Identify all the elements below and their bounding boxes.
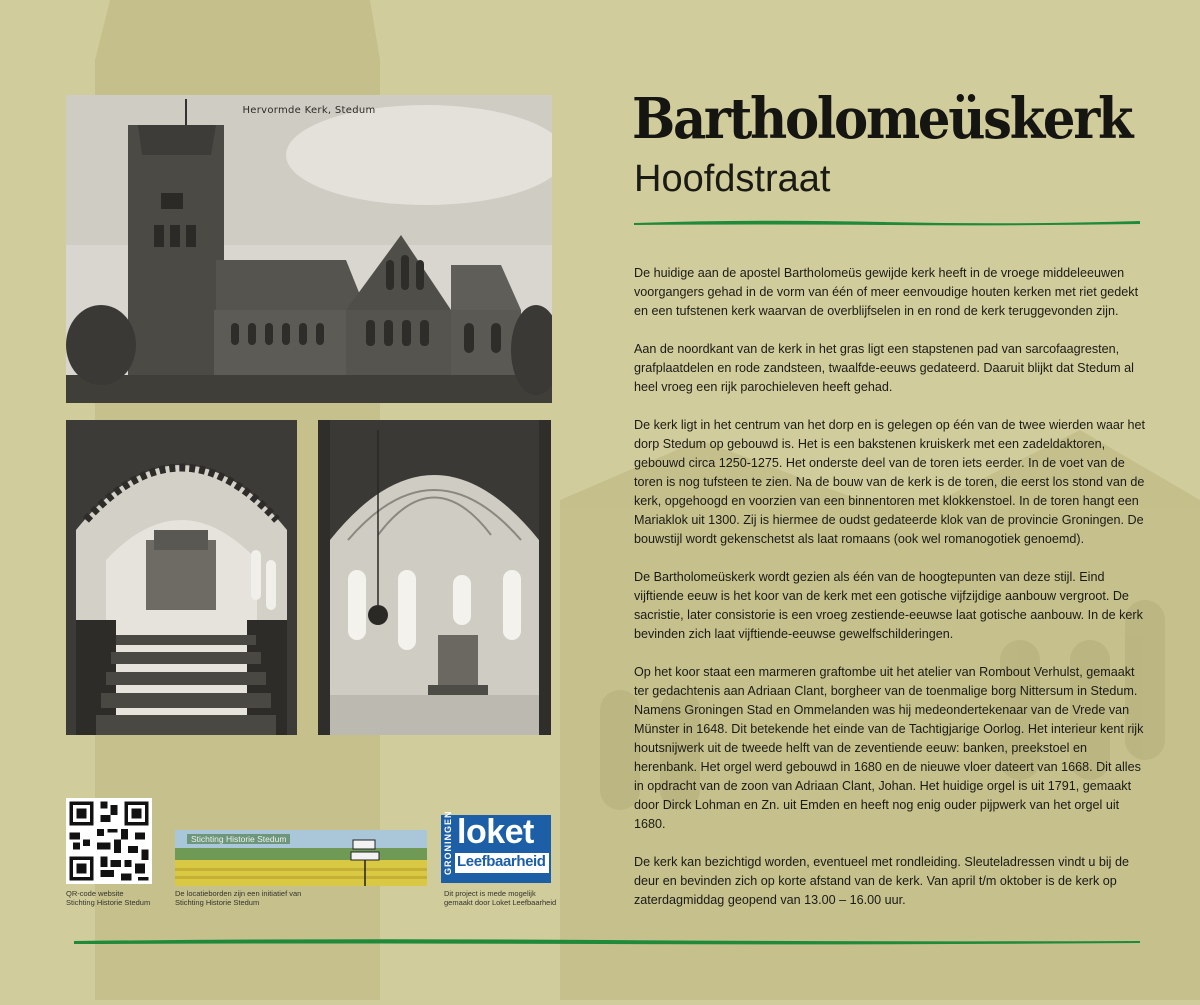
loket-leefbaarheid-logo[interactable] xyxy=(441,810,551,883)
page-title: Bartholomeüskerk xyxy=(632,86,1132,152)
article-body xyxy=(634,264,1152,929)
loket-caption: Dit project is mede mogelijk gemaakt door Loket Leefbaarheid xyxy=(444,889,557,907)
green-divider-top xyxy=(634,217,1140,227)
paragraph-4: De Bartholomeüskerk wordt gezien als één van de hoogtepunten van deze stijl. Eind vijftiende eeuw is het koor van de kerk met een gotische vijfzijdige aanbouw vergroot. De sacristie, later consistorie is een vroeg zestiende-eeuwse laat gotische aanbouw. In de kerk bevinden zich laat vijftiende-eeuwse gewelfschilderingen. xyxy=(634,570,1143,641)
qr-code-icon[interactable] xyxy=(66,798,152,884)
loket-subtitle: Leefbaarheid xyxy=(457,853,546,870)
green-divider-bottom xyxy=(74,936,1140,946)
church-nave-interior-photo xyxy=(66,420,297,735)
church-exterior-photo xyxy=(66,95,552,403)
paragraph-2: Aan de noordkant van de kerk in het gras ligt een stapstenen pad van sarcofaagresten, grafplaatdelen en rode zandsteen, twaalfde-eeuws gedateerd. Daaruit blijkt dat Stedum al heel vroeg een rijk parochieleven heeft gehad. xyxy=(634,342,1134,394)
loket-vertical-text: GRONINGEN xyxy=(443,810,453,875)
church-choir-interior-photo xyxy=(318,420,551,735)
photo-caption: Hervormde Kerk, Stedum xyxy=(242,105,376,116)
paragraph-3: De kerk ligt in het centrum van het dorp en is gelegen op één van de twee wierden waar het dorp Stedum op gebouwd is. Het is een bakstenen kruiskerk met een zadeldaktoren, gebouwd circa 1250-1275. Het onderste deel van de toren iets eerder. In de voet van de toren is nog tufsteen te zien. Na de bouw van de kerk is de toren, die eerst los stond van de kerk, opgehoogd en voorzien van een binnentoren met klokkenstoel. In de toren hangt een Mariaklok uit 1300. Zij is hiermee de oudst gedateerde klok van de provincie Groningen. De bouwstijl wordt gekenschetst als laat romaans (ook wel romanogotiek genoemd). xyxy=(634,418,1146,546)
stichting-historie-banner[interactable] xyxy=(175,830,427,886)
qr-caption: QR-code website Stichting Historie Stedum xyxy=(66,889,151,907)
banner-org-name: Stichting Historie Stedum xyxy=(187,834,290,844)
paragraph-6: De kerk kan bezichtigd worden, eventueel met rondleiding. Sleuteladressen vindt u bij de deur en bevinden zich op korte afstand van de kerk. Van april t/m oktober is de kerk op zaterdagmiddag geopend van 13.00 – 16.00 uur. xyxy=(634,855,1129,907)
loket-word: loket xyxy=(457,813,534,851)
banner-caption: De locatieborden zijn een initiatief van Stichting Historie Stedum xyxy=(175,889,302,907)
page-subtitle: Hoofdstraat xyxy=(634,158,831,200)
paragraph-1: De huidige aan de apostel Bartholomeüs gewijde kerk heeft in de vroege middeleeuwen voorgangers gehad in de vorm van één of meer eenvoudige houten kerken met riet gedekt en een tufstenen kerk waarvan de overblijfselen in en rond de kerk teruggevonden zijn. xyxy=(634,266,1139,318)
paragraph-5: Op het koor staat een marmeren graftombe uit het atelier van Rombout Verhulst, gemaakt ter gedachtenis aan Adriaan Clant, borgheer van de toenmalige borg Nittersum in Stedum. Namens Groningen Stad en Ommelanden was hij medeondertekenaar van de Vrede van Münster in 1648. Dit betekende het einde van de Tachtigjarige Oorlog. Het interieur kent rijk houtsnijwerk uit de tweede helft van de zeventiende eeuw: banken, preekstoel en herenbank. Het orgel werd gebouwd in 1680 en de nieuwe vloer dateert van 1668. Dit alles in opdracht van de zoon van Adriaan Clant, Johan. Het huidige orgel is uit 1791, gemaakt door Dirck Lohman en Zn. uit Emden en heeft nog enig ouder pijpwerk van het orgel uit 1680. xyxy=(634,665,1144,831)
